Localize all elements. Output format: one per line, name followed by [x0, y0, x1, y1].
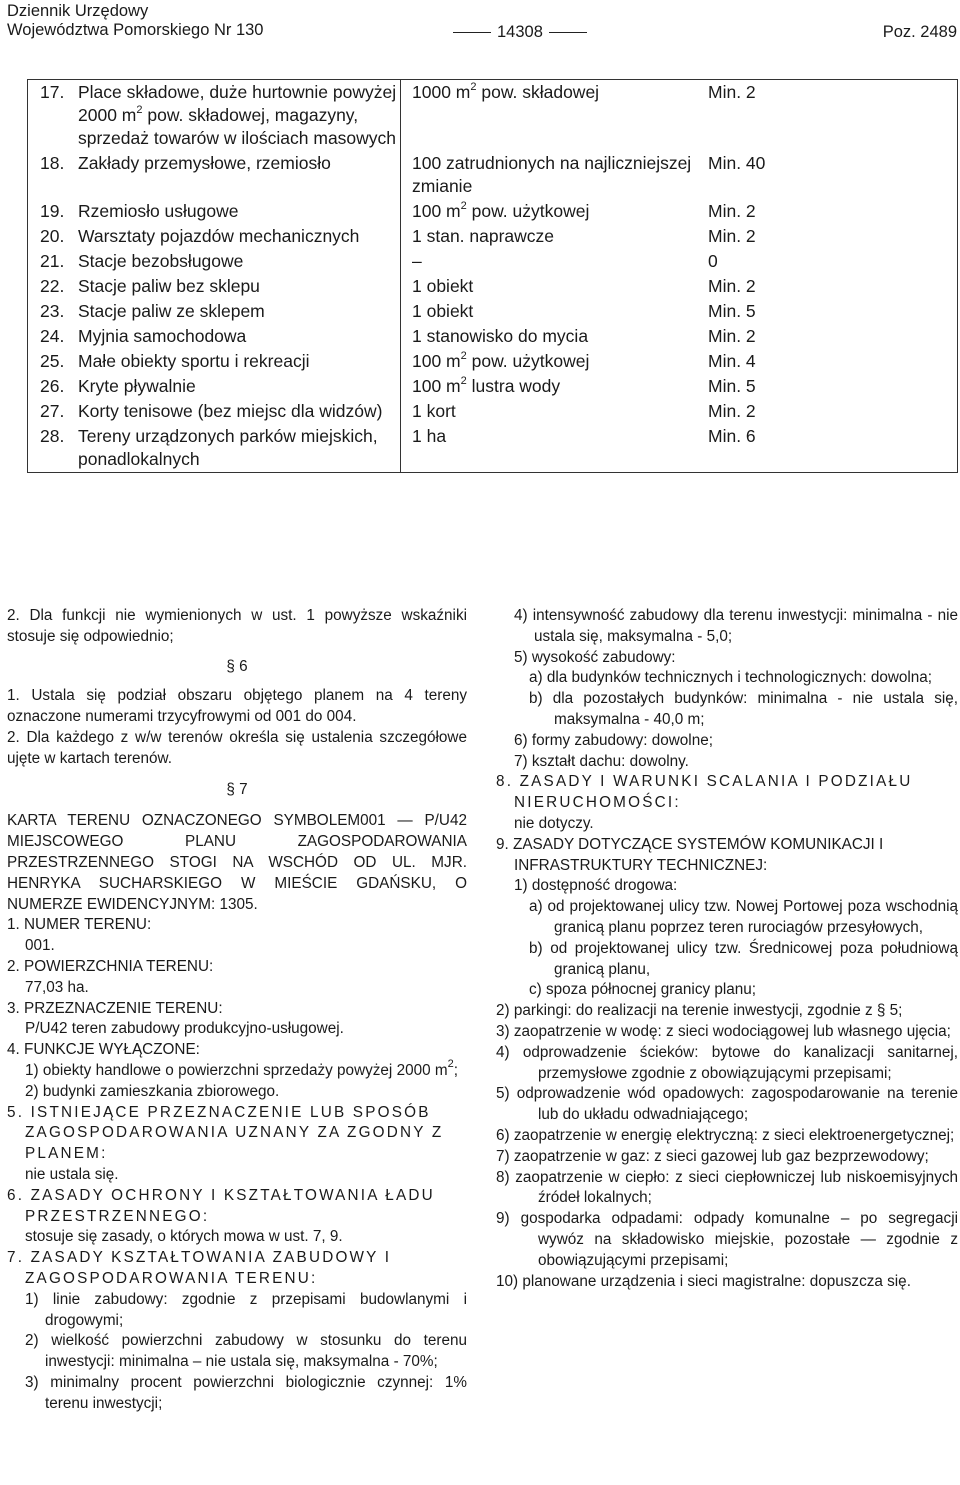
value-8: nie dotyczy. — [514, 814, 594, 832]
row-number: 21. — [28, 249, 75, 274]
value-9-10: 10) planowane urządzenia i sieci magistralne: dopuszcza się. — [496, 1272, 911, 1290]
reference-unit: 1 stan. naprawcze — [401, 224, 693, 249]
table-row — [28, 274, 958, 299]
heading-6: 6. ZASADY OCHRONY I KSZTAŁTOWANIA ŁADU PRZESTRZENNEGO: — [7, 1186, 435, 1225]
value-9-1c: c) spoza północnej granicy planu; — [529, 981, 757, 999]
minimum-spaces: Min. 6 — [692, 424, 958, 473]
item-5b: b) dla pozostałych budynków: minimalna - nie ustala się, maksymalna - 40,0 m; — [529, 690, 958, 728]
facility-type: Małe obiekty sportu i rekreacji — [74, 349, 401, 374]
heading-8: 8. ZASADY I WARUNKI SCALANIA I PODZIAŁU NIERUCHOMOŚCI: — [496, 773, 913, 812]
facility-type: Stacje bezobsługowe — [74, 249, 401, 274]
table-row — [28, 324, 958, 349]
row-number: 23. — [28, 299, 75, 324]
minimum-spaces: Min. 5 — [692, 299, 958, 324]
facility-type: Tereny urządzonych parków miejskich, ponadlokalnych — [74, 424, 401, 473]
row-number: 22. — [28, 274, 75, 299]
item-4: 4) intensywność zabudowy dla terenu inwestycji: minimalna - nie ustala się, maksymalna - 5,0; — [514, 607, 958, 645]
table-row — [28, 299, 958, 324]
minimum-spaces: Min. 2 — [692, 324, 958, 349]
heading-4: 4. FUNKCJE WYŁĄCZONE: — [7, 1041, 200, 1059]
value-7-3: 3) minimalny procent powierzchni biologicznie czynnej: 1% terenu inwestycji; — [25, 1373, 467, 1412]
row-number: 26. — [28, 374, 75, 399]
heading-5: 5. ISTNIEJĄCE PRZEZNACZENIE LUB SPOSÓB ZAGOSPODAROWANIA UZNANY ZA ZGODNY Z PLANEM: — [7, 1103, 444, 1163]
value-9-1a: a) od projektowanej ulicy tzw. Nowej Portowej poza wschodnią granicą planu poprzez teren rurociagów przesyłowych, — [529, 898, 958, 936]
table-row — [28, 80, 958, 152]
header-left — [7, 2, 263, 40]
minimum-spaces: Min. 2 — [692, 274, 958, 299]
value-7-2: 2) wielkość powierzchni zabudowy w stosunku do terenu inwestycji: minimalna – nie ustala się, maksymalna - 70%; — [25, 1332, 467, 1371]
minimum-spaces: Min. 2 — [692, 199, 958, 224]
value-1: 001. — [25, 937, 55, 955]
value-4b: 2) budynki zamieszkania zbiorowego. — [25, 1082, 280, 1100]
section-6-point-2: 2. Dla każdego z w/w terenów określa się ustalenia szczegółowe ujęte w kartach terenów. — [7, 728, 467, 767]
reference-unit: 100 $m^2$ pow. użytkowej — [401, 349, 693, 374]
page-number-value: 14308 — [497, 23, 543, 41]
reference-unit: 1 ha — [401, 424, 693, 473]
facility-type: Kryte pływalnie — [74, 374, 401, 399]
table-row — [28, 224, 958, 249]
reference-unit: 100 $m^2$ pow. użytkowej — [401, 199, 693, 224]
reference-unit: 100 $m^2$ lustra wody — [401, 374, 693, 399]
minimum-spaces: Min. 2 — [692, 80, 958, 152]
value-5: nie ustala się. — [25, 1165, 119, 1183]
heading-2: 2. POWIERZCHNIA TERENU: — [7, 957, 214, 975]
dash-left — [453, 32, 491, 33]
table-row — [28, 199, 958, 224]
facility-type: Stacje paliw ze sklepem — [74, 299, 401, 324]
left-column — [7, 606, 467, 1414]
minimum-spaces: Min. 40 — [692, 151, 958, 199]
heading-9: 9. ZASADY DOTYCZĄCE SYSTEMÓW KOMUNIKACJI I INFRASTRUKTURY TECHNICZNEJ: — [496, 835, 884, 874]
parking-table-body — [28, 80, 958, 473]
section-7-heading: § 7 — [226, 780, 248, 798]
section-6-point-1: 1. Ustala się podział obszaru objętego planem na 4 tereny oznaczone numerami trzycyfrowymi od 001 do 004. — [7, 687, 467, 726]
section-6-heading: § 6 — [226, 657, 248, 675]
facility-type: Myjnia samochodowa — [74, 324, 401, 349]
table-row — [28, 349, 958, 374]
value-7-1: 1) linie zabudowy: zgodnie z przepisami budowlanymi i drogowymi; — [25, 1290, 467, 1329]
row-number: 20. — [28, 224, 75, 249]
value-9-7: 7) zaopatrzenie w gaz: z sieci gazowej lub gaz bezprzewodowy; — [496, 1147, 929, 1165]
row-number: 24. — [28, 324, 75, 349]
table-row — [28, 374, 958, 399]
minimum-spaces: Min. 2 — [692, 399, 958, 424]
right-column — [496, 606, 958, 1292]
minimum-spaces: 0 — [692, 249, 958, 274]
value-3: P/U42 teren zabudowy produkcyjno-usługowej. — [25, 1020, 344, 1038]
reference-unit: 1 obiekt — [401, 299, 693, 324]
facility-type: Korty tenisowe (bez miejsc dla widzów) — [74, 399, 401, 424]
item-6: 6) formy zabudowy: dowolne; — [514, 731, 713, 749]
item-5a: a) dla budynków technicznych i technologicznych: dowolna; — [529, 669, 933, 687]
facility-type: Zakłady przemysłowe, rzemiosło — [74, 151, 401, 199]
row-number: 19. — [28, 199, 75, 224]
value-9-6: 6) zaopatrzenie w energię elektryczną: z sieci elektroenergetycznej; — [496, 1126, 955, 1144]
facility-type: Place składowe, duże hurtownie powyżej 2000 $m^2$ pow. składowej, magazyny, sprzedaż towarów w ilościach masowych — [74, 80, 401, 152]
facility-type: Warsztaty pojazdów mechanicznych — [74, 224, 401, 249]
reference-unit: – — [401, 249, 693, 274]
page-header — [7, 2, 957, 44]
heading-3: 3. PRZEZNACZENIE TERENU: — [7, 999, 223, 1017]
facility-type: Rzemiosło usługowe — [74, 199, 401, 224]
position-number: Poz. 2489 — [882, 23, 957, 41]
page-number — [447, 23, 593, 42]
value-9-4: 4) odprowadzenie ścieków: bytowe do kanalizacji sanitarnej, przemysłowe zgodnie z obowiązującymi przepisami; — [496, 1043, 958, 1082]
table-row — [28, 424, 958, 473]
publication-region: Województwa Pomorskiego Nr 130 — [7, 21, 264, 39]
value-4a: 1) obiekty handlowe o powierzchni sprzedaży powyżej 2000 $m^2$; — [25, 1057, 458, 1079]
minimum-spaces: Min. 5 — [692, 374, 958, 399]
publication-title: Dziennik Urzędowy — [7, 2, 149, 20]
dash-right — [549, 32, 587, 33]
facility-type: Stacje paliw bez sklepu — [74, 274, 401, 299]
row-number: 18. — [28, 151, 75, 199]
row-number: 17. — [28, 80, 75, 152]
heading-7: 7. ZASADY KSZTAŁTOWANIA ZABUDOWY I ZAGOSPODAROWANIA TERENU: — [7, 1249, 392, 1287]
row-number: 25. — [28, 349, 75, 374]
reference-unit: 1 stanowisko do mycia — [401, 324, 693, 349]
value-9-2: 2) parkingi: do realizacji na terenie inwestycji, zgodnie z § 5; — [496, 1002, 903, 1020]
parking-table — [27, 79, 958, 473]
reference-unit: 100 zatrudnionych na najliczniejszej zmianie — [401, 151, 693, 199]
minimum-spaces: Min. 4 — [692, 349, 958, 374]
paragraph-2: 2. Dla funkcji nie wymienionych w ust. 1 powyższe wskaźniki stosuje się odpowiednio; — [7, 607, 467, 645]
value-9-1b: b) od projektowanej ulicy tzw. Średnicowej poza południową granicą planu, — [529, 939, 958, 978]
table-row — [28, 151, 958, 199]
value-9-3: 3) zaopatrzenie w wodę: z sieci wodociągowej lub własnego ujęcia; — [496, 1022, 951, 1040]
reference-unit: 1000 $m^2$ pow. składowej — [401, 80, 693, 152]
value-9-8: 8) zaopatrzenie w ciepło: z sieci ciepłowniczej lub niskoemisyjnych źródeł lokalnych; — [496, 1168, 958, 1207]
table-row — [28, 249, 958, 274]
reference-unit: 1 kort — [401, 399, 693, 424]
value-9-5: 5) odprowadzenie wód opadowych: zagospodarowanie na terenie lub do układu odwadniającego; — [496, 1085, 958, 1124]
row-number: 27. — [28, 399, 75, 424]
value-2: 77,03 ha. — [25, 978, 89, 996]
card-title: KARTA TERENU OZNACZONEGO SYMBOLEM001 — P/U42 MIEJSCOWEGO PLANU ZAGOSPODAROWANIA PRZESTRZENNEGO STOGI NA WSCHÓD OD UL. MJR. HENRYKA SUCHARSKIEGO W MIEŚCIE GDAŃSKU, O NUMERZE EWIDENCYJNYM: 1305. — [7, 812, 467, 913]
value-9-9: 9) gospodarka odpadami: odpady komunalne – po segregacji wywóz na składowisko miejskie, pozostałe — zgodnie z obowiązującymi przepisami; — [496, 1210, 958, 1269]
item-7: 7) kształt dachu: dowolny. — [514, 752, 689, 770]
table-row — [28, 399, 958, 424]
minimum-spaces: Min. 2 — [692, 224, 958, 249]
reference-unit: 1 obiekt — [401, 274, 693, 299]
value-9-1: 1) dostępność drogowa: — [514, 877, 678, 895]
heading-1: 1. NUMER TERENU: — [7, 916, 152, 934]
value-6: stosuje się zasady, o których mowa w ust. 7, 9. — [25, 1228, 343, 1246]
item-5: 5) wysokość zabudowy: — [514, 648, 676, 666]
row-number: 28. — [28, 424, 75, 473]
